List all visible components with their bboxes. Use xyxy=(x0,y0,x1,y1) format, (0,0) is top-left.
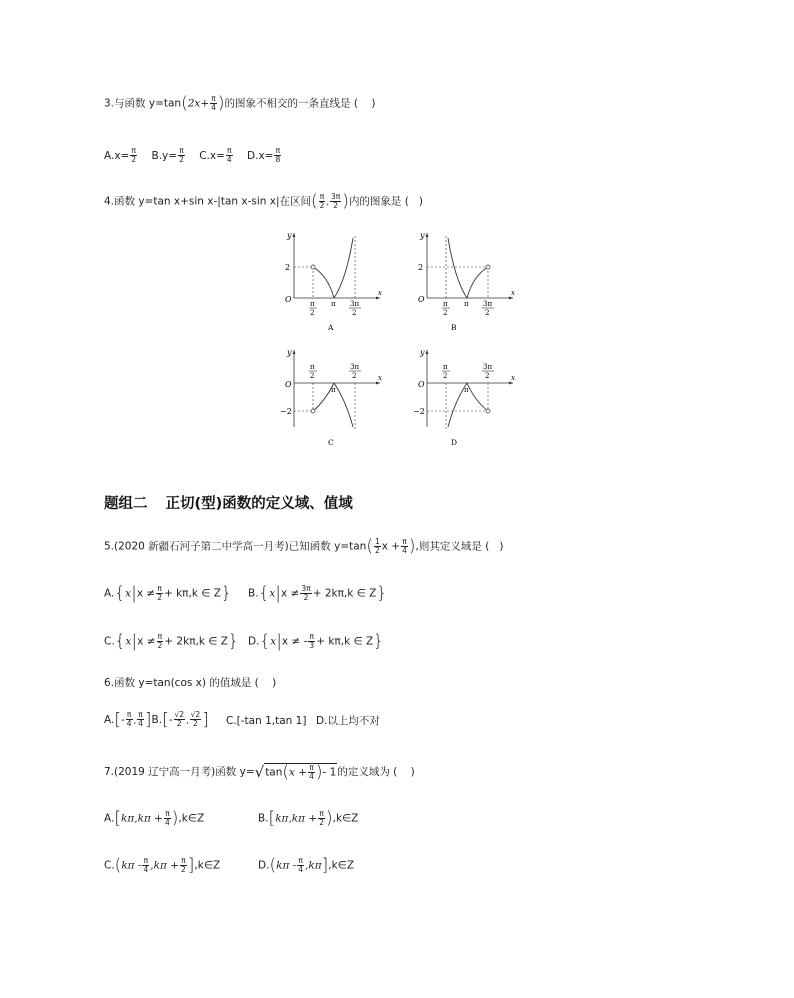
q3-a-pre: A.x= xyxy=(104,149,130,162)
q3-option-c[interactable] xyxy=(199,146,233,164)
q7-c-den: 4 xyxy=(143,865,149,874)
q7-c-k1: kπ - xyxy=(121,859,142,872)
q7-b-den: 2 xyxy=(319,818,324,827)
q7-a-k1: kπ,kπ + xyxy=(120,812,163,825)
q5-frac-num: 1 xyxy=(374,537,380,546)
q6-c-text: C.[-tan 1,tan 1] xyxy=(226,715,307,727)
q6-d-text: D.以上均不对 xyxy=(316,715,380,727)
q4-stem: 4.函数 y=tan x+sin x-|tan x-sin x|在区间( $\frac{\pi}{2}$ , $\frac{3\pi}{2}$ )内的图象是 ( ) xyxy=(104,191,423,212)
graph-d-tick-half-num: π xyxy=(443,363,448,371)
graph-a-open-point xyxy=(311,265,315,269)
q7-d-num: π xyxy=(298,856,303,865)
q7-c-den2: 2 xyxy=(181,865,186,874)
q5-option-c[interactable]: C.{x|x ≠ $\frac{\pi}{2}$ + 2kπ,k ∈ Z} xyxy=(104,631,239,652)
graph-d-tick-three-den: 2 xyxy=(485,372,490,380)
graph-b-y-label: y xyxy=(420,231,425,240)
graph-b-tick-three-num: 3π xyxy=(483,300,493,308)
q5-a-cond2: + kπ,k ∈ Z xyxy=(163,587,221,600)
graph-b-tick-three-den: 2 xyxy=(485,309,490,317)
graph-d-tick-neg2: −2 xyxy=(413,407,425,416)
q7-d-suf: ,k∈Z xyxy=(328,859,355,872)
q6-option-b[interactable]: B.[- $\frac{√2}{2}$ , $\frac{√2}{2}$ ] xyxy=(151,709,209,730)
graph-d-origin: O xyxy=(418,380,425,389)
section-title: 正切(型)函数的定义域、值域 xyxy=(165,496,353,512)
graph-c-tick-three-den: 2 xyxy=(352,372,357,380)
q6-b-d1: 2 xyxy=(176,719,182,728)
graph-c-origin: O xyxy=(285,380,292,389)
graph-c[interactable] xyxy=(280,345,390,450)
q7-c-pre: C. xyxy=(104,859,115,872)
q5-d-pre: D. xyxy=(248,635,260,648)
q5-frac-den: 2 xyxy=(374,546,380,555)
q3-expr: 2x+ xyxy=(187,97,210,110)
graph-d-tick-three-num: 3π xyxy=(483,363,493,371)
q3-tail: 的图象不相交的一条直线是 ( xyxy=(224,97,358,110)
q5-b-den: 2 xyxy=(303,593,309,602)
q7-a-suf: ,k∈Z xyxy=(178,812,205,825)
q7-close: ) xyxy=(410,766,415,778)
graph-c-open-point xyxy=(311,409,315,413)
q3-frac-num: π xyxy=(211,94,216,103)
q5-text: 5.(2020 新疆石河子第二中学高一月考)已知函数 y=tan xyxy=(104,540,367,553)
q3-frac-den: 4 xyxy=(211,103,216,112)
graph-b-y-arrow xyxy=(426,233,429,237)
graph-c-caption: C xyxy=(328,438,334,447)
q7-tail: 的定义域为 ( xyxy=(337,766,398,778)
q5-b-cond1: x ≠ xyxy=(281,587,300,600)
graph-b-tick-2: 2 xyxy=(418,263,424,272)
q4-int-a-den: 2 xyxy=(319,201,325,210)
q6-b-d2: 2 xyxy=(193,719,198,728)
q7-c-num: π xyxy=(143,856,149,865)
q7-rad-num: π xyxy=(309,763,314,772)
q3-b-den: 2 xyxy=(179,155,184,164)
q5-d-num: π xyxy=(309,632,315,641)
q4-int-a-num: π xyxy=(319,192,325,201)
graph-a-curve-left xyxy=(313,267,334,298)
q7-c-mid: ,kπ + xyxy=(150,859,179,872)
q7-c-suf: ,k∈Z xyxy=(194,859,221,872)
q5-a-var: x xyxy=(125,587,132,600)
graph-b[interactable] xyxy=(413,228,523,338)
graph-a-y-arrow xyxy=(293,233,296,237)
q3-text: 3.与函数 y=tan xyxy=(104,97,182,110)
q5-c-pre: C. xyxy=(104,635,115,648)
q7-d-pre: D. xyxy=(258,859,270,872)
graph-d-y-label: y xyxy=(420,348,425,357)
q3-option-b[interactable] xyxy=(151,146,186,164)
q4-text: 4.函数 y=tan x+sin x-|tan x-sin x|在区间 xyxy=(104,195,312,208)
graph-a-tick-pi: π xyxy=(331,300,336,308)
q5-b-cond2: + 2kπ,k ∈ Z xyxy=(312,587,377,600)
graph-a-tick-half-den: 2 xyxy=(310,309,315,317)
graph-b-curve-left xyxy=(448,238,467,298)
q5-pi-den: 4 xyxy=(402,546,407,555)
graph-d-caption: D xyxy=(451,438,458,447)
graph-a-origin: O xyxy=(285,295,292,304)
graph-c-y-arrow xyxy=(293,350,296,354)
q5-a-den: 2 xyxy=(157,593,162,602)
q4-tail: 内的图象是 ( xyxy=(348,195,409,208)
q7-option-b[interactable]: B.[kπ,kπ + $\frac{\pi}{2}$ ),k∈Z xyxy=(258,808,359,829)
graph-d-tick-half-den: 2 xyxy=(443,372,448,380)
q5-d-den: 3 xyxy=(309,641,315,650)
q6-options xyxy=(104,711,209,728)
q3-b-num: π xyxy=(179,146,184,155)
section-prefix: 题组二 xyxy=(104,496,148,512)
q3-options xyxy=(104,147,282,164)
q5-b-var: x xyxy=(269,587,276,600)
q5-a-cond1: x ≠ xyxy=(136,587,156,600)
graph-a-tick-three-num: 3π xyxy=(350,300,360,308)
q7-d-k1: kπ - xyxy=(276,859,297,872)
q6-option-a[interactable]: A.[- $\frac{\pi}{4}$ , $\frac{\pi}{4}$ ] xyxy=(104,709,152,730)
q5-option-d[interactable]: D.{x|x ≠ - $\frac{\pi}{3}$ + kπ,k ∈ Z} xyxy=(248,631,384,652)
graph-a-x-label: x xyxy=(378,289,382,297)
graph-a[interactable] xyxy=(280,228,390,338)
q5-c-cond2: + 2kπ,k ∈ Z xyxy=(164,635,228,648)
q5-a-num: π xyxy=(157,584,162,593)
graph-a-tick-three-den: 2 xyxy=(352,309,357,317)
q6-option-d[interactable] xyxy=(316,714,380,728)
q6-close: ) xyxy=(272,677,277,689)
q3-option-a[interactable] xyxy=(104,146,138,164)
q4-int-b-den: 2 xyxy=(333,201,339,210)
q6-b-comma: , xyxy=(186,715,189,725)
graph-a-caption: A xyxy=(328,323,334,332)
q7-b-k1: kπ,kπ + xyxy=(275,812,318,825)
q7-a-den: 4 xyxy=(164,818,170,827)
graph-b-origin: O xyxy=(418,295,425,304)
q6-option-c[interactable] xyxy=(226,714,306,728)
graph-d-tick-pi: π xyxy=(464,386,469,394)
q6-b-n1: √2 xyxy=(174,710,185,719)
q7-c-num2: π xyxy=(181,856,186,865)
q4-close: ) xyxy=(418,195,423,208)
graph-a-y-label: y xyxy=(287,231,292,240)
graph-c-curve-right xyxy=(334,383,353,427)
q5-option-a[interactable]: A.{x|x ≠ $\frac{\pi}{2}$ + kπ,k ∈ Z} xyxy=(104,583,232,604)
q7-rad-tail: - 1 xyxy=(322,766,337,779)
q3-d-pre: D.x= xyxy=(247,149,274,162)
q3-a-num: π xyxy=(131,146,136,155)
q5-c-num: π xyxy=(157,632,163,641)
graph-b-caption: B xyxy=(451,323,457,332)
q3-d-den: 8 xyxy=(275,155,281,164)
graph-c-tick-three-num: 3π xyxy=(350,363,360,371)
graph-b-x-label: x xyxy=(511,289,515,297)
graph-d-x-label: x xyxy=(511,374,515,382)
graph-d-curve-right xyxy=(467,383,488,411)
q6-b-pre: B. xyxy=(151,713,163,726)
graph-b-tick-half-den: 2 xyxy=(443,309,448,317)
q5-close: ) xyxy=(499,540,504,553)
q5-xplus: x + xyxy=(381,540,401,553)
q7-rad-den: 4 xyxy=(309,772,314,781)
q6-text: 6.函数 y=tan(cos x) 的值域是 ( xyxy=(104,677,259,689)
q3-close: ) xyxy=(371,97,376,110)
q3-b-pre: B.y= xyxy=(151,149,178,162)
q3-c-num: π xyxy=(227,146,232,155)
q7-radicand: tan(x + $\frac{\pi}{4}$ )- 1 xyxy=(265,762,337,783)
q3-d-num: π xyxy=(275,146,281,155)
graph-b-tick-half-num: π xyxy=(443,300,448,308)
q5-b-num: 3π xyxy=(301,584,311,593)
graph-c-tick-half-den: 2 xyxy=(310,372,315,380)
graph-c-x-label: x xyxy=(378,374,382,382)
q6-stem xyxy=(104,676,276,690)
q7-b-num: π xyxy=(319,809,324,818)
q7-d-den: 4 xyxy=(298,865,304,874)
q7-a-pre: A. xyxy=(104,812,115,825)
section-heading xyxy=(104,492,353,513)
q5-stem: 5.(2020 新疆石河子第二中学高一月考)已知函数 y=tan( $\frac{1}{2}$ x + $\frac{\pi}{4}$ ),则其定义域是 ( ) xyxy=(104,536,504,557)
graph-b-curve-right xyxy=(467,267,488,298)
q7-text: 7.(2019 辽宁高一月考)函数 y= xyxy=(104,766,255,778)
q3-stem: 3.与函数 y=tan(2x+ $\frac{\pi}{4}$ )的图象不相交的一条直线是 ( ) xyxy=(104,93,376,114)
q5-c-var: x xyxy=(125,635,132,648)
q7-option-d[interactable]: D.(kπ - $\frac{\pi}{4}$ ,kπ],k∈Z xyxy=(258,855,355,876)
graph-c-tick-half-num: π xyxy=(310,363,315,371)
q5-d-cond2: + kπ,k ∈ Z xyxy=(316,635,374,648)
q3-option-d[interactable] xyxy=(247,146,282,164)
q5-option-b[interactable]: B.{x|x ≠ $\frac{3\pi}{2}$ + 2kπ,k ∈ Z} xyxy=(248,583,388,604)
graph-d[interactable] xyxy=(413,345,523,450)
q7-rad-tan: tan xyxy=(265,766,283,779)
graph-b-tick-pi: π xyxy=(464,300,469,308)
q6-a-d1: 4 xyxy=(126,719,132,728)
graph-a-tick-2: 2 xyxy=(285,263,291,272)
q5-pi-num: π xyxy=(402,537,407,546)
q7-rad-x: x + xyxy=(289,766,308,779)
graph-c-tick-neg2: −2 xyxy=(280,407,292,416)
graph-c-tick-pi: π xyxy=(331,386,336,394)
graph-a-tick-half-num: π xyxy=(310,300,315,308)
q5-a-pre: A. xyxy=(104,587,115,600)
graph-b-open-point xyxy=(486,265,490,269)
q7-stem: 7.(2019 辽宁高一月考)函数 y=√tan(x + $\frac{\pi}{4}$ )- 1的定义域为 ( ) xyxy=(104,762,415,783)
q7-option-a[interactable]: A.[kπ,kπ + $\frac{\pi}{4}$ ),k∈Z xyxy=(104,808,205,829)
q7-b-pre: B. xyxy=(258,812,269,825)
q3-c-den: 4 xyxy=(226,155,232,164)
q7-b-suf: ,k∈Z xyxy=(332,812,359,825)
q5-c-cond1: x ≠ xyxy=(137,635,156,648)
q6-a-pre: A. xyxy=(104,713,115,726)
q7-a-num: π xyxy=(165,809,170,818)
q5-b-pre: B. xyxy=(248,587,259,600)
q5-c-den: 2 xyxy=(157,641,163,650)
q7-d-mid: ,kπ xyxy=(305,859,322,872)
q6-b-minus: - xyxy=(168,713,173,726)
q6-a-d2: 4 xyxy=(138,719,143,728)
q5-d-cond1: x ≠ - xyxy=(281,635,308,648)
q7-option-c[interactable]: C.(kπ - $\frac{\pi}{4}$ ,kπ + $\frac{\pi}{2}$ ],k∈Z xyxy=(104,855,221,876)
q6-b-n2: √2 xyxy=(190,710,201,719)
q4-int-b-num: 3π xyxy=(331,192,341,201)
q5-d-var: x xyxy=(270,635,277,648)
q3-c-pre: C.x= xyxy=(199,149,225,162)
q3-a-den: 2 xyxy=(131,155,137,164)
q6-a-minus: - xyxy=(120,713,125,726)
graph-d-y-arrow xyxy=(426,350,429,354)
graph-c-y-label: y xyxy=(287,348,292,357)
q5-tail: ,则其定义域是 ( xyxy=(415,540,490,553)
graph-a-curve-right xyxy=(334,238,353,298)
q6-a-comma: , xyxy=(133,715,137,725)
graph-d-open-point xyxy=(486,409,490,413)
q6-a-n2: π xyxy=(138,710,143,719)
q6-a-n1: π xyxy=(126,710,132,719)
